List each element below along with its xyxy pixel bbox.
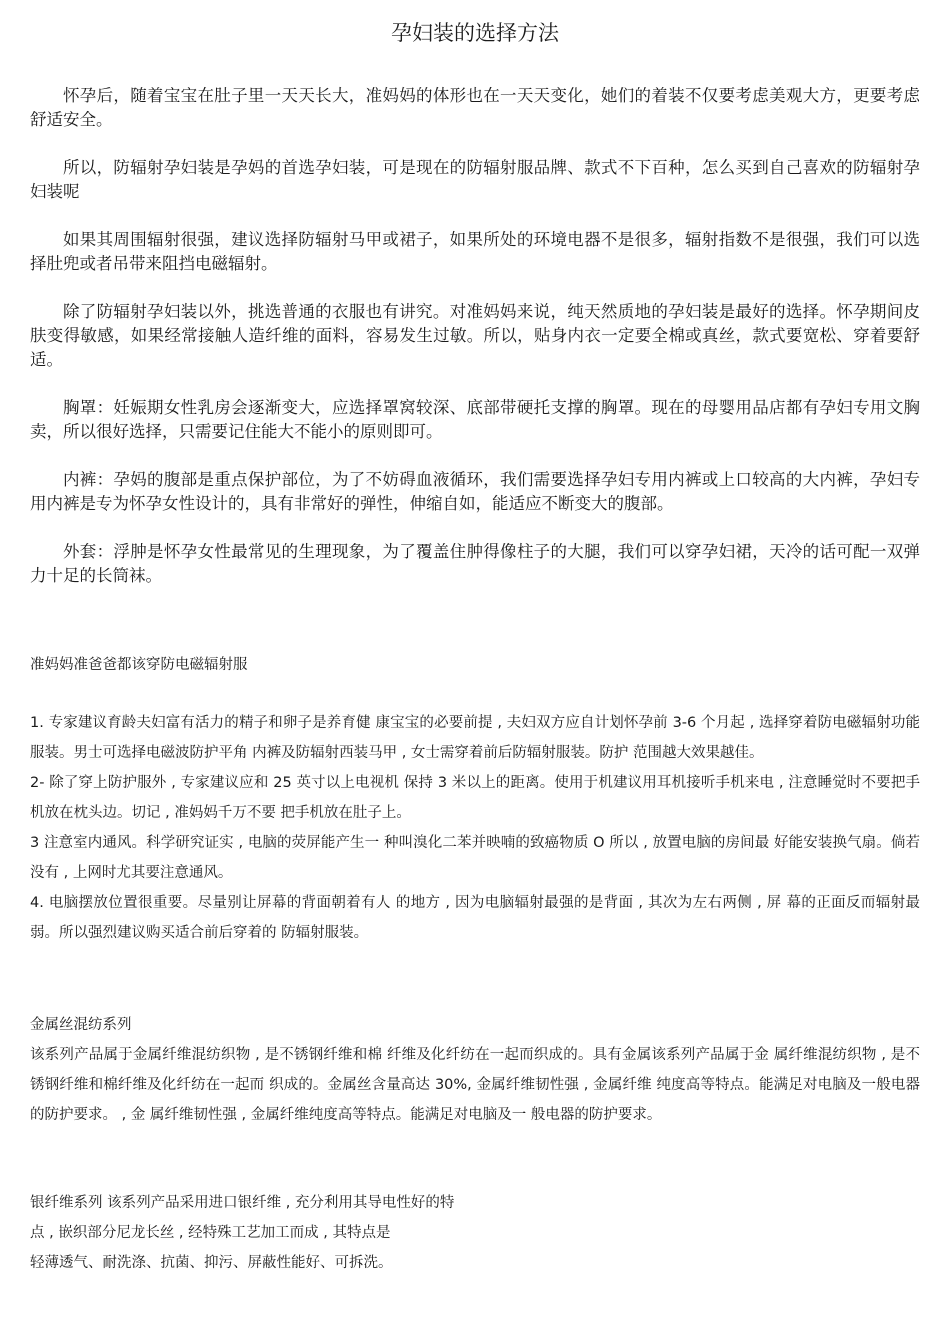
metal-section (30, 1010, 920, 1130)
paragraph: 怀孕后，随着宝宝在肚子里一天天长大，准妈妈的体形也在一天天变化，她们的着装不仅要考虑美观大方，更要考虑舒适安全。 (30, 86, 920, 129)
document-title: 孕妇装的选择方法 (391, 21, 559, 45)
section-text: 该系列产品属于金属纤维混纺织物 , 是不锈钢纤维和棉 纤维及化纤纺在一起而织成的。具有金属该系列产品属于金 属纤维混纺织物 , 是不锈钢纤维和棉纤维及化纤纺在一起而 织成的。金属丝含量高达 30%, 金属纤维韧性强 , 金属纤维 纯度高等特点。能满足对电脑及一般电器的防护要求。 , 金 属纤维韧性强 , 金属纤维纯度高等特点。能满足对电脑及一 般电器的防护要求。 (30, 1047, 920, 1123)
list-item: 1. 专家建议育龄夫妇富有活力的精子和卵子是养育健 康宝宝的必要前提 , 夫妇双方应自计划怀孕前 3-6 个月起 , 选择穿着防电磁辐射功能服装。男士可选择电磁波防护平角 内裤及防辐射西装马甲 , 女士需穿着前后防辐射服装。防护 范围越大效果越佳。 (30, 715, 920, 761)
intro-section (30, 84, 920, 612)
silver-section (30, 1188, 920, 1278)
list-item: 2- 除了穿上防护服外 , 专家建议应和 25 英寸以上电视机 保持 3 米以上的距离。使用于机建议用耳机接听手机来电 , 注意睡觉时不要把手机放在枕头边。切记 , 准妈妈千万不要 把手机放在肚子上。 (30, 775, 920, 821)
list-item: 4. 电脑摆放位置很重要。尽量别让屏幕的背面朝着有人 的地方 , 因为电脑辐射最强的是背面 , 其次为左右两侧 , 屏 幕的正面反而辐射最弱。所以强烈建议购买适合前后穿着的 防辐射服装。 (30, 895, 920, 941)
text-line: 点 , 嵌织部分尼龙长丝 , 经特殊工艺加工而成 , 其特点是 (30, 1225, 391, 1241)
paragraph: 如果其周围辐射很强，建议选择防辐射马甲或裙子，如果所处的环境电器不是很多，辐射指数不是很强，我们可以选择肚兜或者吊带来阻挡电磁辐射。 (30, 230, 920, 273)
section-heading: 金属丝混纺系列 (30, 1017, 132, 1033)
paragraph: 除了防辐射孕妇装以外，挑选普通的衣服也有讲究。对准妈妈来说，纯天然质地的孕妇装是最好的选择。怀孕期间皮肤变得敏感，如果经常接触人造纤维的面料，容易发生过敏。所以，贴身内衣一定要全棉或真丝，款式要宽松、穿着要舒适。 (30, 302, 920, 369)
list-item: 3 注意室内通风。科学研究证实 , 电脑的荧屏能产生一 种叫溴化二苯并映喃的致癌物质 O 所以 , 放置电脑的房间最 好能安装换气扇。倘若没有 , 上网时尤其要注意通风。 (30, 835, 920, 881)
text-line: 银纤维系列 该系列产品采用进口银纤维 , 充分利用其导电性好的特 (30, 1195, 455, 1211)
numbered-list (30, 708, 920, 948)
text-line: 轻薄透气、耐洗涤、抗菌、抑污、屏蔽性能好、可拆洗。 (30, 1255, 393, 1271)
paragraph: 所以，防辐射孕妇装是孕妈的首选孕妇装，可是现在的防辐射服品牌、款式不下百种，怎么买到自己喜欢的防辐射孕妇装呢 (30, 158, 920, 201)
paragraph: 外套：浮肿是怀孕女性最常见的生理现象，为了覆盖住肿得像柱子的大腿，我们可以穿孕妇裙，天冷的话可配一双弹力十足的长筒袜。 (30, 542, 920, 585)
paragraph: 胸罩：妊娠期女性乳房会逐渐变大，应选择罩窝较深、底部带硬托支撑的胸罩。现在的母婴用品店都有孕妇专用文胸卖，所以很好选择，只需要记住能大不能小的原则即可。 (30, 398, 920, 441)
paragraph: 内裤：孕妈的腹部是重点保护部位，为了不妨碍血液循环，我们需要选择孕妇专用内裤或上口较高的大内裤，孕妇专用内裤是专为怀孕女性设计的，具有非常好的弹性，伸缩自如，能适应不断变大的腹部。 (30, 470, 920, 513)
section-heading: 准妈妈准爸爸都该穿防电磁辐射服 (30, 657, 248, 673)
